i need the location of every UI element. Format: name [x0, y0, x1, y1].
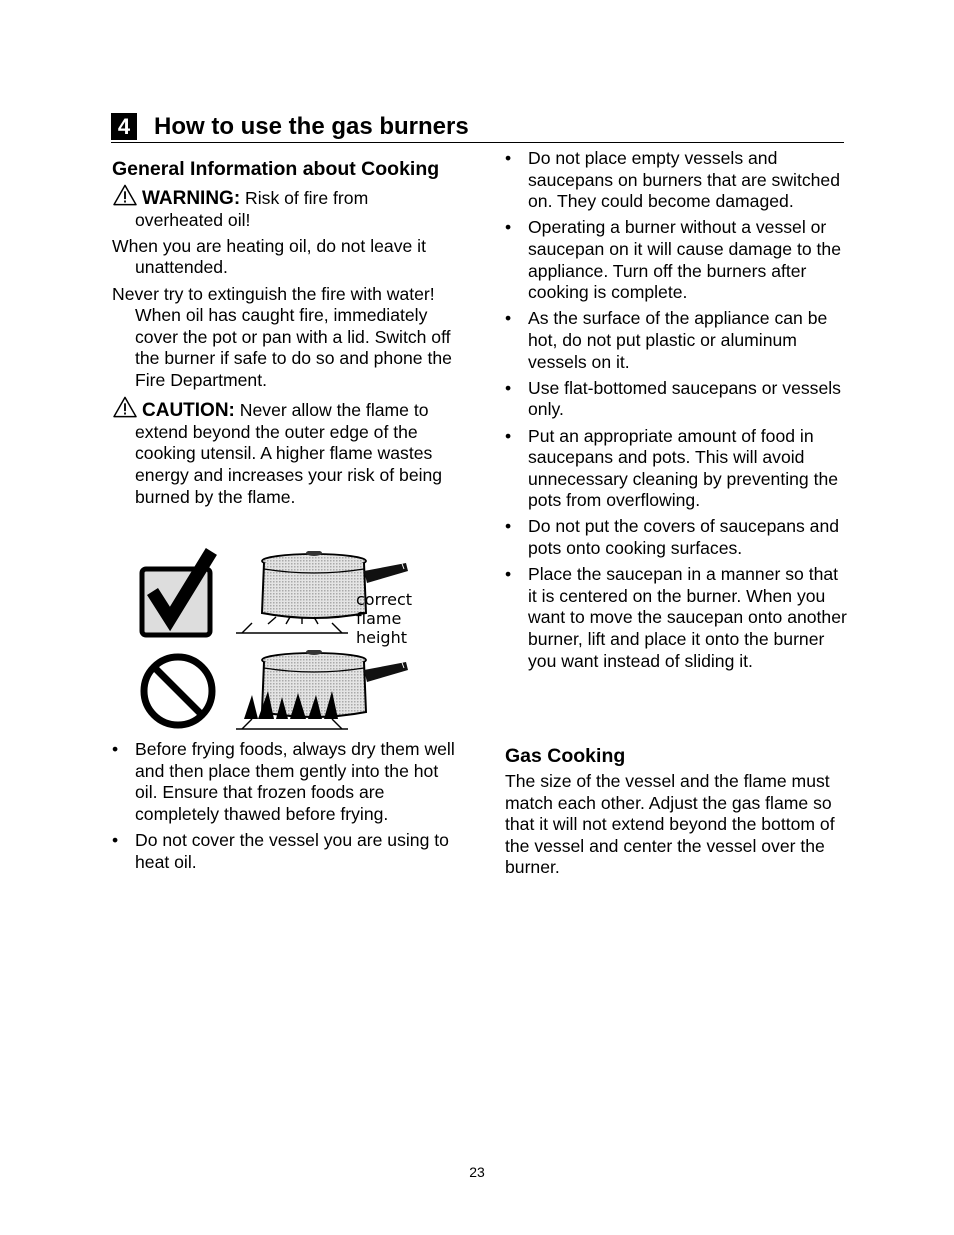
list-item: [505, 217, 850, 303]
caution-text: Never allow the flame to extend beyond the outer edge of the cooking utensil. A higher flame wastes energy and increases your risk of being burned by the flame.: [135, 400, 443, 507]
list-item: [505, 378, 850, 421]
list-item-text: Use flat-bottomed saucepans or vessels only.: [528, 377, 841, 420]
caption-line: correct: [356, 590, 413, 609]
list-item-text: Operating a burner without a vessel or saucepan on it will cause damage to the appliance. Turn off the burners after cooking is complete.: [528, 217, 841, 303]
list-item-text: Place the saucepan in a manner so that it is centered on the burner. When you want to move the saucepan onto another burner, lift and place it onto the burner you want instead of sliding it.: [528, 564, 847, 671]
bullet-icon: •: [505, 217, 512, 238]
list-item-text: As the surface of the appliance can be hot, do not put plastic or aluminum vessels on it.: [528, 308, 828, 372]
general-info-heading: General Information about Cooking: [112, 158, 440, 180]
caution-paragraph: [112, 396, 457, 508]
list-item-text: Do not cover the vessel you are using to heat oil.: [135, 829, 449, 872]
bullet-icon: •: [505, 516, 512, 537]
flame-height-illustration: [136, 547, 420, 733]
figure-caption: [356, 590, 412, 647]
bullet-icon: •: [505, 148, 512, 168]
safety-tips-list: [505, 148, 850, 672]
list-item-text: Do not place empty vessels and saucepans on burners that are switched on. They could become damaged.: [528, 148, 840, 212]
caption-line: height: [356, 628, 407, 647]
bullet-icon: •: [112, 739, 119, 759]
left-column: [112, 156, 457, 513]
list-item: [505, 516, 850, 559]
bullet-icon: •: [505, 564, 512, 585]
caution-triangle-icon: [112, 396, 138, 418]
gas-cooking-heading: Gas Cooking: [505, 745, 626, 767]
warning-triangle-icon: [112, 184, 138, 206]
list-item-text: Put an appropriate amount of food in saucepans and pots. This will avoid unnecessary cleaning by preventing the pots from overflowing.: [528, 425, 839, 511]
warning-text: Risk of fire from overheated oil!: [135, 188, 369, 230]
list-item-text: Before frying foods, always dry them well and then place them gently into the hot oil. Ensure that frozen foods are completely thawed before frying.: [135, 739, 455, 824]
bullet-icon: •: [505, 425, 512, 446]
list-item: [505, 308, 850, 373]
section-number-badge: 4: [111, 113, 137, 140]
list-item-text: Do not put the covers of saucepans and pots onto cooking surfaces.: [528, 516, 840, 559]
high-flame-pot-icon: [236, 649, 408, 729]
list-item: [112, 830, 457, 873]
extinguish-fire-paragraph: Never try to extinguish the fire with water! When oil has caught fire, immediately cover the pot or pan with a lid. Switch off the burner if safe to do so and phone the Fire Department.: [112, 283, 452, 390]
list-item: [505, 564, 850, 672]
caution-label: CAUTION:: [142, 400, 235, 422]
page-title: How to use the gas burners: [154, 113, 469, 140]
caption-line: flame: [356, 609, 402, 628]
gas-cooking-section: [505, 743, 850, 879]
list-item: [112, 739, 457, 825]
gas-cooking-text: The size of the vessel and the flame must match each other. Adjust the gas flame so that it will not extend beyond the bottom of the vessel and center the vessel over the burner.: [505, 771, 835, 878]
right-column: [505, 148, 850, 677]
prohibited-icon: [144, 657, 212, 725]
section-header: [111, 112, 844, 143]
bullet-icon: •: [112, 829, 119, 850]
list-item: [505, 426, 850, 512]
bullet-icon: •: [505, 308, 512, 329]
unattended-oil-paragraph: When you are heating oil, do not leave it unattended.: [112, 235, 426, 278]
page-number: 23: [469, 1164, 485, 1180]
list-item: [505, 148, 850, 213]
warning-label: WARNING:: [142, 188, 241, 209]
frying-tips-list: [112, 739, 457, 878]
bullet-icon: •: [505, 377, 512, 398]
warning-paragraph: [112, 184, 457, 231]
checkmark-box-icon: [142, 557, 210, 635]
